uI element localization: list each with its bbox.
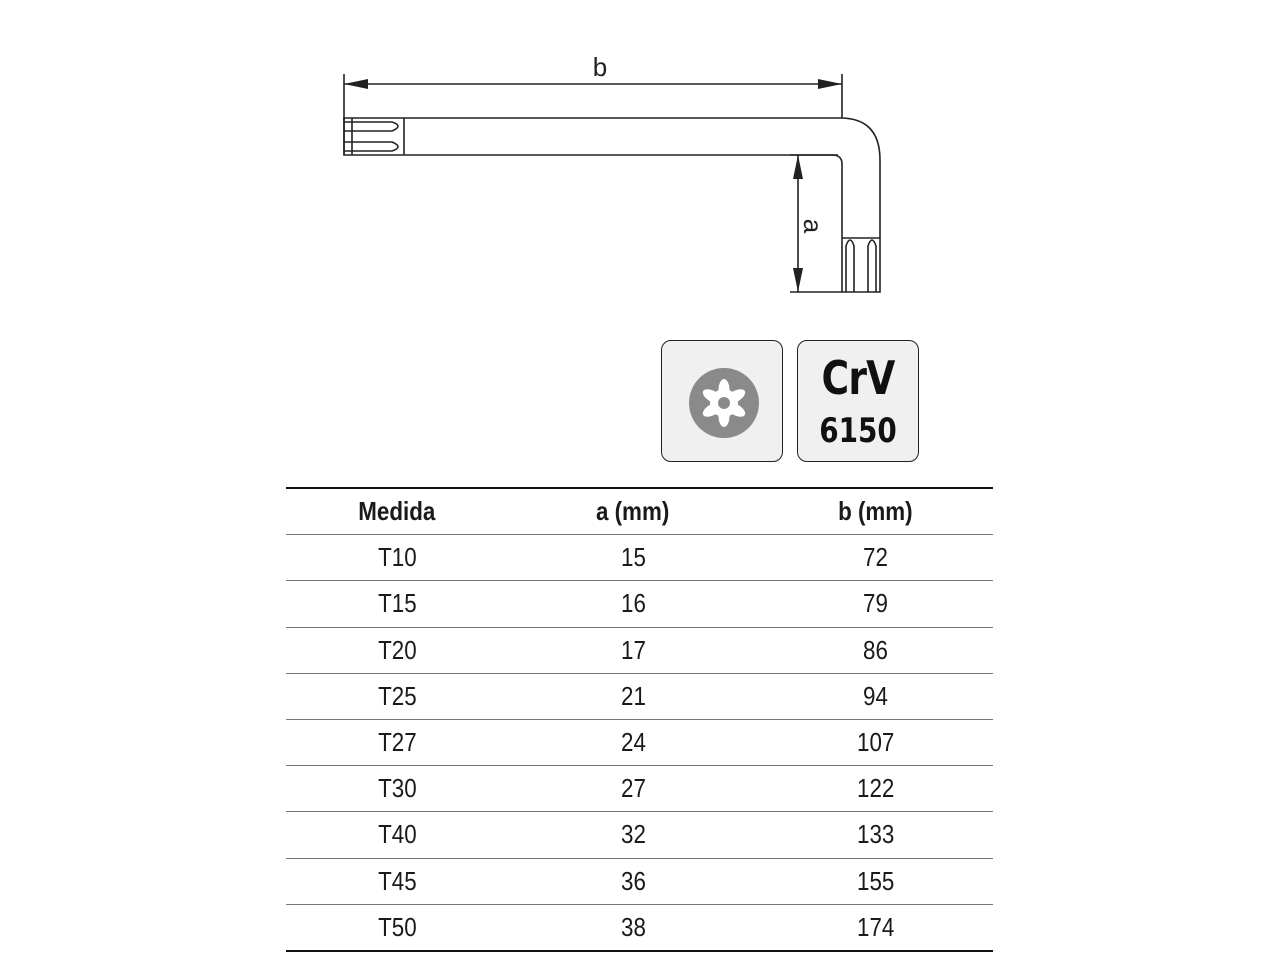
cell-size: T50 xyxy=(286,904,508,951)
cell-b-mm: 94 xyxy=(758,673,993,719)
a-arrow-bottom xyxy=(793,268,803,292)
dimension-b-label: b xyxy=(592,52,608,82)
torx-star-icon xyxy=(662,341,784,463)
cell-b-mm: 155 xyxy=(758,858,993,904)
b-arrow-left xyxy=(344,79,368,89)
table-row xyxy=(286,627,993,673)
material-number-label: 6150 xyxy=(819,411,897,451)
header-size: Medida xyxy=(286,488,508,535)
cell-size: T27 xyxy=(286,719,508,765)
table-row xyxy=(286,581,993,627)
cell-b-mm: 133 xyxy=(758,812,993,858)
table-row xyxy=(286,812,993,858)
cell-size: T25 xyxy=(286,673,508,719)
header-b-mm: b (mm) xyxy=(758,488,993,535)
cell-size: T30 xyxy=(286,766,508,812)
cell-b-mm: 72 xyxy=(758,535,993,581)
cell-a-mm: 16 xyxy=(508,581,758,627)
key-outline xyxy=(344,118,880,292)
table-row xyxy=(286,904,993,951)
cell-b-mm: 107 xyxy=(758,719,993,765)
cell-a-mm: 24 xyxy=(508,719,758,765)
cell-b-mm: 122 xyxy=(758,766,993,812)
key-dimension-drawing xyxy=(0,0,1280,320)
cell-size: T20 xyxy=(286,627,508,673)
table-row xyxy=(286,858,993,904)
table-header-row xyxy=(286,488,993,535)
table-row xyxy=(286,766,993,812)
cell-b-mm: 79 xyxy=(758,581,993,627)
cell-size: T45 xyxy=(286,858,508,904)
cell-a-mm: 21 xyxy=(508,673,758,719)
cell-a-mm: 36 xyxy=(508,858,758,904)
cell-a-mm: 38 xyxy=(508,904,758,951)
size-spec-table xyxy=(286,487,993,952)
cell-size: T15 xyxy=(286,581,508,627)
material-grade-label: CrV xyxy=(821,351,895,405)
torx-drive-badge xyxy=(661,340,783,462)
table-row xyxy=(286,673,993,719)
cell-b-mm: 174 xyxy=(758,904,993,951)
header-a-mm: a (mm) xyxy=(508,488,758,535)
cell-a-mm: 32 xyxy=(508,812,758,858)
b-arrow-right xyxy=(818,79,842,89)
cell-b-mm: 86 xyxy=(758,627,993,673)
table-row xyxy=(286,535,993,581)
a-arrow-top xyxy=(793,155,803,179)
cell-size: T10 xyxy=(286,535,508,581)
cell-a-mm: 17 xyxy=(508,627,758,673)
table-row xyxy=(286,719,993,765)
dimension-a-label: a xyxy=(798,218,828,234)
cell-a-mm: 27 xyxy=(508,766,758,812)
cell-size: T40 xyxy=(286,812,508,858)
cell-a-mm: 15 xyxy=(508,535,758,581)
material-badge xyxy=(797,340,919,462)
